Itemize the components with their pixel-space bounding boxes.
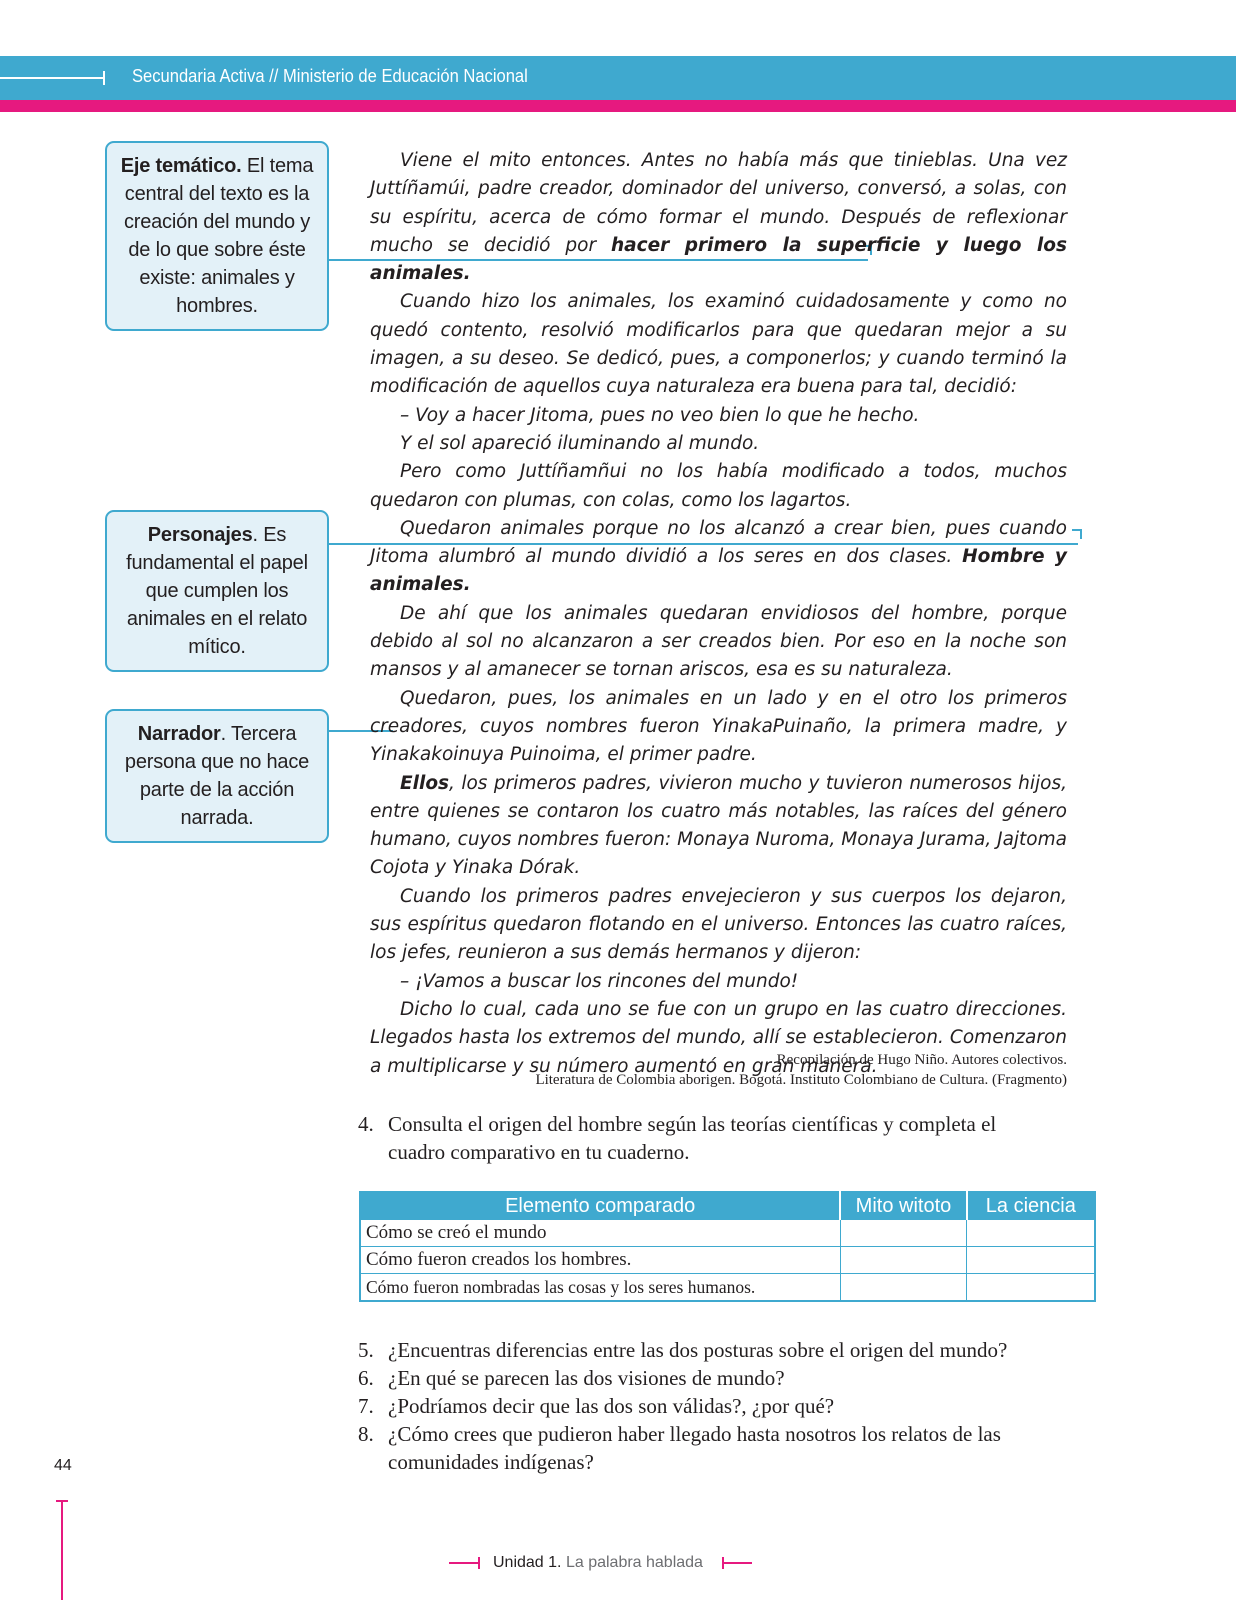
table-cell: Cómo fueron nombradas las cosas y los seres humanos. <box>360 1274 840 1302</box>
table-row <box>360 1220 1095 1247</box>
table-cell-empty <box>840 1274 966 1302</box>
highlighted-phrase: hacer primero la superficie y luego los animales. <box>370 234 1067 285</box>
note-term: Eje temático. <box>120 155 242 177</box>
column-header: Mito witoto <box>840 1192 966 1220</box>
highlight-bracket <box>1072 529 1082 539</box>
note-box-narrador <box>105 709 329 843</box>
footer-rule-right <box>722 1562 752 1564</box>
paragraph: Y el sol apareció iluminando al mundo. <box>400 432 760 454</box>
paragraph: De ahí que los animales quedaran envidiosos del hombre, porque debido al sol no alcanzaron a ser creados bien. Por eso en la noche son mansos y al amanecer se tornan ariscos, esa es su naturaleza. <box>370 602 1067 681</box>
column-header: Elemento comparado <box>360 1192 840 1220</box>
dialogue-line: – Voy a hacer Jitoma, pues no veo bien lo que he hecho. <box>400 404 920 426</box>
table-cell: Cómo fueron creados los hombres. <box>360 1247 840 1274</box>
note-text: . Es fundamental el papel que cumplen los animales en el relato mítico. <box>126 524 308 658</box>
table-row <box>360 1247 1095 1274</box>
paragraph: Ellos, los primeros padres, vivieron mucho y tuvieron numerosos hijos, entre quienes se contaron los cuatro más notables, las raíces del género humano, cuyos nombres fueron: Monaya Nuroma, Monaya Jurama, Jajtoma Cojota y Yinaka Dórak. <box>370 772 1067 879</box>
highlighted-phrase: Hombre y animales. <box>370 546 1067 596</box>
table-cell-empty <box>967 1247 1095 1274</box>
highlighted-phrase: Ellos <box>400 772 450 794</box>
table-cell-empty <box>840 1220 966 1247</box>
question-number: 4. <box>358 1112 374 1136</box>
paragraph: Cuando hizo los animales, los examinó cuidadosamente y como no quedó contento, resolvió modificarlos para que quedaran mejor a su imagen, a su deseo. Se dedicó, pues, a componerlos; y cuando terminó la modificación de aquellos cuya naturaleza era buena para tal, decidió: <box>370 291 1067 398</box>
footer-tick-left <box>478 1557 480 1569</box>
header-accent-stripe <box>0 100 1236 112</box>
paragraph: Quedaron, pues, los animales en un lado y en el otro los primeros creadores, cuyos nombres fueron YinakaPuinaño, la primera madre, y Yinakakoinuya Puinoima, el primer padre. <box>370 687 1067 766</box>
unit-label: Unidad 1. <box>493 1554 562 1571</box>
question-number: 8. <box>358 1422 374 1446</box>
note-text: . Tercera persona que no hace parte de la acción narrada. <box>124 723 310 829</box>
credit-line-1: Recopilación de Hugo Niño. Autores colectivos. <box>776 1052 1067 1068</box>
footer-unit <box>493 1554 703 1572</box>
header-title: Secundaria Activa // Ministerio de Educación Nacional <box>132 66 528 86</box>
table-cell-empty <box>840 1247 966 1274</box>
header-tick <box>103 71 105 85</box>
unit-title: La palabra hablada <box>561 1554 703 1571</box>
question-text: ¿En qué se parecen las dos visiones de mundo? <box>388 1366 785 1390</box>
note-term: Narrador <box>137 723 221 745</box>
myth-text <box>370 147 1067 1081</box>
question-number: 5. <box>358 1338 374 1362</box>
table-row <box>360 1274 1095 1302</box>
question-text: comunidades indígenas? <box>388 1450 594 1474</box>
question-text: cuadro comparativo en tu cuaderno. <box>388 1140 690 1164</box>
question-number: 6. <box>358 1366 374 1390</box>
paragraph: Viene el mito entonces. Antes no había más que tinieblas. Una vez Juttíñamúi, padre creador, dominador del universo, conversó, a solas, con su espíritu, acerca de cómo formar el mundo. Después de reflexionar mucho se decidió por hacer primero la superficie y luego los animales. <box>370 150 1067 285</box>
footer-rule-left <box>449 1562 479 1564</box>
paragraph: Cuando los primeros padres envejecieron y sus cuerpos los dejaron, sus espíritus quedaron flotando en el universo. Entonces las cuatro raíces, los jefes, reunieron a sus demás hermanos y dijeron: <box>370 885 1067 964</box>
table-header-row <box>360 1192 1095 1220</box>
question-text: ¿Podríamos decir que las dos son válidas?, ¿por qué? <box>388 1394 835 1418</box>
question-text: ¿Encuentras diferencias entre las dos posturas sobre el origen del mundo? <box>388 1338 1008 1362</box>
question-text: ¿Cómo crees que pudieron haber llegado hasta nosotros los relatos de las <box>388 1422 1001 1446</box>
note-term: Personajes <box>147 524 253 546</box>
note-text: El tema central del texto es la creación del mundo y de lo que sobre éste existe: animales y hombres. <box>123 155 314 317</box>
question-number: 7. <box>358 1394 374 1418</box>
paragraph: Pero como Juttíñamñui no los había modificado a todos, muchos quedaron con plumas, con colas, como los lagartos. <box>370 461 1067 511</box>
note-box-eje-tematico <box>105 141 329 331</box>
question-text: Consulta el origen del hombre según las teorías científicas y completa el <box>388 1112 997 1136</box>
credit-line-2: Literatura de Colombia aborigen. Bogotá. Instituto Colombiano de Cultura. (Fragmento) <box>535 1072 1067 1088</box>
header-rule <box>0 77 103 79</box>
table-cell-empty <box>967 1274 1095 1302</box>
paragraph: Dicho lo cual, cada uno se fue con un grupo en las cuatro direcciones. Llegados hasta los extremos del mundo, allí se establecieron. Comenzaron a multiplicarse y su número aumentó en gran manera. <box>370 998 1067 1077</box>
column-header: La ciencia <box>967 1192 1095 1220</box>
comparison-table <box>359 1191 1096 1302</box>
paragraph: Quedaron animales porque no los alcanzó a crear bien, pues cuando Jitoma alumbró al mundo dividió a los seres en dos clases. Hombre y animales. <box>370 517 1067 596</box>
dialogue-line: – ¡Vamos a buscar los rincones del mundo! <box>400 970 799 992</box>
note-box-personajes <box>105 510 329 672</box>
margin-line <box>61 1500 63 1600</box>
table-cell: Cómo se creó el mundo <box>360 1220 840 1247</box>
page-number: 44 <box>54 1457 72 1474</box>
table-cell-empty <box>967 1220 1095 1247</box>
